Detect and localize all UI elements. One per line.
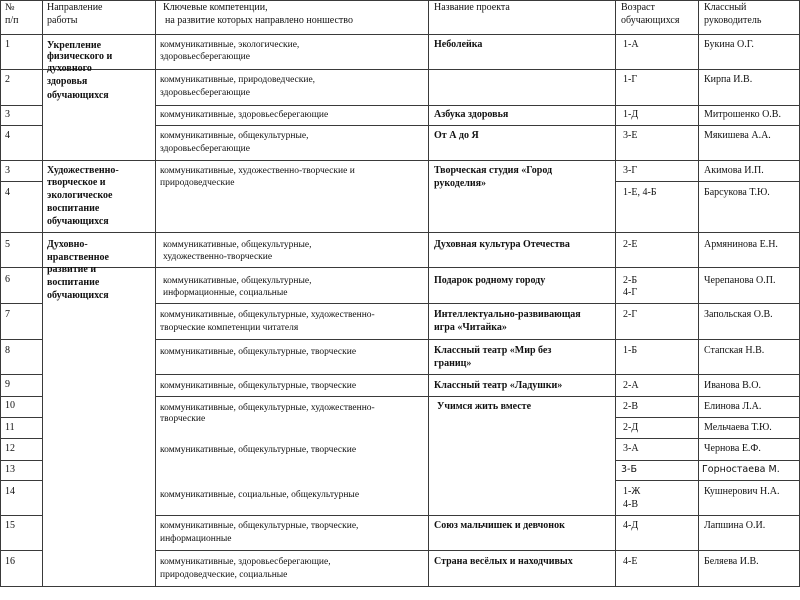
teacher-name: Митрошенко О.В. <box>704 109 781 120</box>
class-age: 2-В <box>623 401 638 412</box>
class-age: 4-Д <box>623 520 639 531</box>
row-divider <box>0 125 42 126</box>
teacher-name: Лапшина О.И. <box>704 520 766 531</box>
row-divider <box>0 550 42 551</box>
teacher-name: Мякишева А.А. <box>704 130 771 141</box>
competencies-text: коммуникативные, экологические, <box>160 40 300 50</box>
direction-label: творческое и <box>47 177 106 188</box>
direction-label: развитие и <box>47 264 97 275</box>
competencies-text: информационные <box>160 534 232 544</box>
competencies-text: коммуникативные, художественно-творческие и <box>160 166 355 176</box>
class-age: 1-Ж <box>623 486 641 497</box>
row-divider <box>0 303 42 304</box>
row-divider <box>0 438 42 439</box>
row-divider <box>155 550 800 551</box>
direction-label: обучающихся <box>47 90 109 101</box>
header-competencies: Ключевые компетенции, <box>163 2 268 13</box>
direction-label: обучающихся <box>47 216 109 227</box>
teacher-name: Кушнерович Н.А. <box>704 486 780 497</box>
header-num-sub: п/п <box>5 15 19 26</box>
row-divider <box>0 339 42 340</box>
row-number: 7 <box>5 309 10 320</box>
row-number: 3 <box>5 165 10 176</box>
row-divider <box>0 69 800 70</box>
competencies-text: коммуникативные, общекультурные, творческие <box>160 381 357 391</box>
project-title: Духовная культура Отечества <box>434 239 570 250</box>
project-title: границ» <box>434 358 472 369</box>
row-divider <box>155 515 800 516</box>
competencies-text: коммуникативные, общекультурные, <box>163 276 312 286</box>
header-direction: Направление <box>47 2 103 13</box>
competencies-text: природоведческие, социальные <box>160 570 288 580</box>
class-age: 2-Е <box>623 239 638 250</box>
teacher-name: Запольская О.В. <box>704 309 773 320</box>
class-age: 3-Е <box>623 130 638 141</box>
row-divider <box>0 374 42 375</box>
row-divider <box>0 105 42 106</box>
row-divider <box>0 396 42 397</box>
project-title: Страна весёлых и находчивых <box>434 556 573 567</box>
row-number: 4 <box>5 130 10 141</box>
row-number: 13 <box>5 464 15 475</box>
class-age: 4-Е <box>623 556 638 567</box>
column-divider <box>428 0 429 587</box>
competencies-text: коммуникативные, общекультурные, <box>163 240 312 250</box>
teacher-name: Барсукова Т.Ю. <box>704 187 770 198</box>
competencies-text: коммуникативные, общекультурные, творческие, <box>160 521 359 531</box>
table-border-left <box>0 0 1 587</box>
header-competencies-sub: на развитие которых направлено ноншество <box>165 15 353 26</box>
row-divider <box>615 181 800 182</box>
row-divider <box>0 515 42 516</box>
header-teacher: Классный <box>704 2 747 13</box>
row-divider <box>615 460 800 461</box>
class-age: 3-Г <box>623 165 638 176</box>
table-border-top <box>0 0 800 1</box>
row-number: 4 <box>5 187 10 198</box>
direction-label: нравственное <box>47 252 109 263</box>
competencies-text: коммуникативные, общекультурные, художественно- <box>160 310 375 320</box>
class-age: 2-Д <box>623 422 639 433</box>
row-divider <box>155 396 800 397</box>
row-divider <box>0 181 42 182</box>
class-age: 3-А <box>623 443 639 454</box>
column-divider <box>155 0 156 587</box>
row-divider <box>155 339 800 340</box>
row-divider <box>155 303 800 304</box>
competencies-text: коммуникативные, социальные, общекультурные <box>160 490 360 500</box>
row-number: 10 <box>5 400 15 411</box>
competencies-text: коммуникативные, общекультурные, художественно- <box>160 403 375 413</box>
class-age: 4-Г <box>623 287 638 298</box>
row-number: 12 <box>5 443 15 454</box>
direction-label: Укрепление <box>47 40 102 51</box>
header-age: Возраст <box>621 2 655 13</box>
class-age: 1-Г <box>623 74 638 85</box>
competencies-text: коммуникативные, здоровьесберегающие, <box>160 557 331 567</box>
row-divider <box>0 160 800 161</box>
project-title: Классный театр «Ладушки» <box>434 380 563 391</box>
row-number: 2 <box>5 74 10 85</box>
row-number: 16 <box>5 556 15 567</box>
direction-label: экологическое <box>47 190 113 201</box>
project-title: Творческая студия «Город <box>434 165 553 176</box>
row-divider <box>0 480 42 481</box>
teacher-name: Стапская Н.В. <box>704 345 765 356</box>
row-number: 14 <box>5 486 15 497</box>
teacher-name: Букина О.Г. <box>704 39 754 50</box>
row-divider <box>155 125 800 126</box>
competencies-text: коммуникативные, общекультурные, творческие <box>160 445 357 455</box>
project-title: От А до Я <box>434 130 479 141</box>
table-border-bottom <box>0 586 800 587</box>
project-title: Союз мальчишек и девчонок <box>434 520 565 531</box>
competencies-text: коммуникативные, здоровьесберегающие <box>160 110 329 120</box>
teacher-name: Елинова Л.А. <box>704 401 762 412</box>
direction-label: физического и <box>47 51 113 62</box>
project-title: Классный театр «Мир без <box>434 345 552 356</box>
project-title: Учимся жить вместе <box>437 401 532 412</box>
competencies-text: коммуникативные, общекультурные, творческие <box>160 347 357 357</box>
header-divider <box>0 34 800 35</box>
class-age: 4-В <box>623 499 638 510</box>
row-number: 11 <box>5 422 15 433</box>
teacher-name: Чернова Е.Ф. <box>704 443 761 454</box>
direction-label: воспитание <box>47 203 100 214</box>
row-divider <box>155 374 800 375</box>
header-project: Название проекта <box>434 2 510 13</box>
competencies-text: здоровьесберегающие <box>160 88 250 98</box>
project-title: Неболейка <box>434 39 483 50</box>
row-number: 1 <box>5 39 10 50</box>
teacher-name: Черепанова О.П. <box>704 275 776 286</box>
class-age: 1-Е, 4-Б <box>623 187 657 198</box>
direction-label: духовного <box>47 63 92 74</box>
direction-label: Художественно- <box>47 165 119 176</box>
row-divider <box>615 417 800 418</box>
class-age: 1-Д <box>623 109 639 120</box>
class-age: 2-А <box>623 380 639 391</box>
direction-label: воспитание <box>47 277 100 288</box>
competencies-text: творческие компетенции читателя <box>160 323 299 333</box>
teacher-name: Кирпа И.В. <box>704 74 753 85</box>
row-divider <box>0 232 800 233</box>
teacher-name: Беляева И.В. <box>704 556 759 567</box>
column-divider <box>42 0 43 587</box>
header-teacher-sub: руководитель <box>704 15 762 26</box>
project-title: Азбука здоровья <box>434 109 509 120</box>
teacher-name: Горностаева М. <box>702 464 780 475</box>
row-number: 6 <box>5 274 10 285</box>
header-age-sub: обучающихся <box>621 15 680 26</box>
competencies-text: здоровьесберегающие <box>160 144 250 154</box>
competencies-text: художественно-творческие <box>163 252 273 262</box>
teacher-name: Мельчаева Т.Ю. <box>704 422 772 433</box>
row-number: 15 <box>5 520 15 531</box>
direction-label: здоровья <box>47 76 88 87</box>
class-age: 2-Г <box>623 309 638 320</box>
teacher-name: Иванова В.О. <box>704 380 762 391</box>
project-title: игра «Читайка» <box>434 322 507 333</box>
competencies-text: природоведческие <box>160 178 235 188</box>
row-divider <box>0 460 42 461</box>
row-divider <box>615 438 800 439</box>
project-title: рукоделия» <box>434 178 487 189</box>
direction-label: Духовно- <box>47 239 88 250</box>
row-divider <box>0 417 42 418</box>
row-divider <box>615 480 800 481</box>
competencies-text: информационные, социальные <box>163 288 288 298</box>
project-title: Интеллектуально-развивающая <box>434 309 581 320</box>
project-title: Подарок родному городу <box>434 275 546 286</box>
row-number: 8 <box>5 345 10 356</box>
competencies-text: здоровьесберегающие <box>160 52 250 62</box>
teacher-name: Акимова И.П. <box>704 165 764 176</box>
row-number: 5 <box>5 239 10 250</box>
header-direction-sub: работы <box>47 15 78 26</box>
header-num: № <box>5 2 15 13</box>
class-age: 1-А <box>623 39 639 50</box>
competencies-text: коммуникативные, общекультурные, <box>160 131 309 141</box>
class-age: 1-Б <box>623 345 638 356</box>
direction-label: обучающихся <box>47 290 109 301</box>
teacher-name: Армянинова Е.Н. <box>704 239 778 250</box>
competencies-text: творческие <box>160 414 206 424</box>
class-age: 3-Б <box>621 464 637 475</box>
class-age: 2-Б <box>623 275 638 286</box>
column-divider <box>615 0 616 587</box>
row-number: 3 <box>5 109 10 120</box>
column-divider <box>698 0 699 587</box>
competencies-text: коммуникативные, природоведческие, <box>160 75 316 85</box>
row-divider <box>155 105 800 106</box>
row-divider <box>0 267 800 268</box>
row-number: 9 <box>5 379 10 390</box>
